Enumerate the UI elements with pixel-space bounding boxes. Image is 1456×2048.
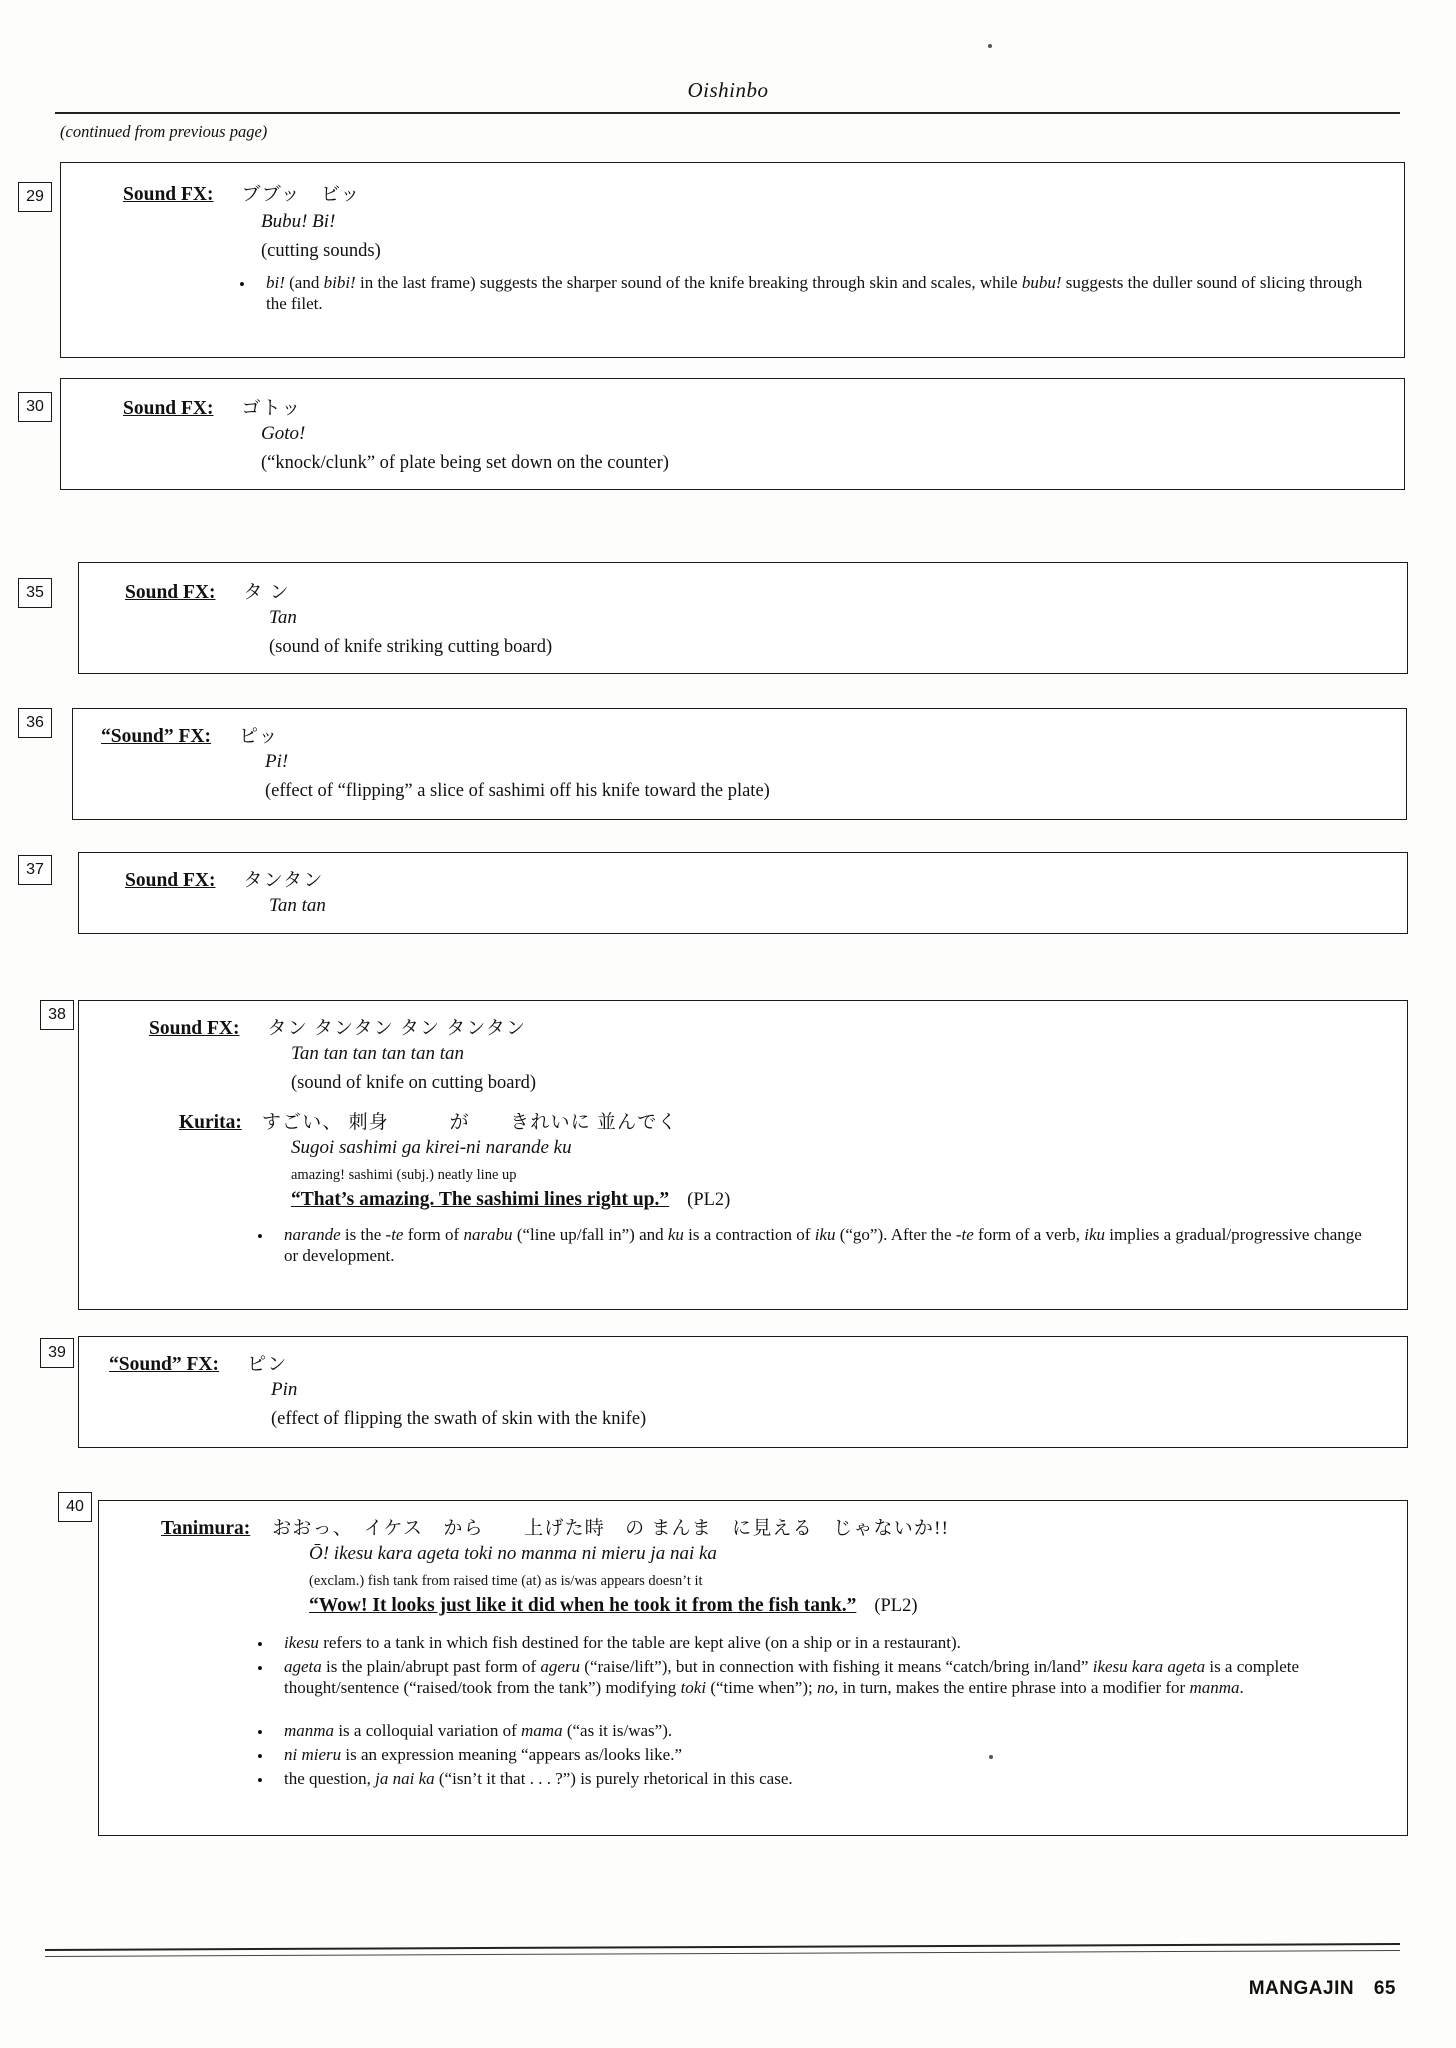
- entry-38-speaker-2: Kurita:: [179, 1112, 242, 1133]
- page-title: Oishinbo: [687, 78, 769, 102]
- entry-40-note-2: ageta is the plain/abrupt past form of ageru (“raise/lift”), but in connection with fishing it means “catch/bring in/land” ikesu kara ageta is a complete thought/sentence (“raised/took from the tank”) modifying toki (“time when”); no, in turn, makes the entire phrase into a modifier for manma.: [284, 1657, 1300, 1697]
- entry-number-35: 35: [18, 578, 52, 608]
- entry-40-note-5: the question, ja nai ka (“isn’t it that . . . ?”) is purely rhetorical in this case.: [284, 1769, 793, 1788]
- entry-30-romaji: Goto!: [261, 423, 306, 444]
- entry-30-speaker: Sound FX:: [123, 398, 214, 419]
- bullet-dot: •: [257, 1635, 263, 1654]
- entry-number-29: 29: [18, 182, 52, 212]
- entry-block-37: [78, 852, 1408, 934]
- entry-38-gloss-2: amazing! sashimi (subj.) neatly line up: [291, 1167, 517, 1183]
- entry-40-romaji: Ō! ikesu kara ageta toki no manma ni mieru ja nai ka: [309, 1543, 717, 1564]
- entry-39-description: (effect of flipping the swath of skin with the knife): [271, 1409, 647, 1429]
- entry-38-speaker: Sound FX:: [149, 1018, 240, 1039]
- entry-block-29: [60, 162, 1405, 358]
- entry-number-30: 30: [18, 392, 52, 422]
- footer-page-number: 65: [1373, 1978, 1396, 1999]
- bullet-dot: •: [257, 1659, 263, 1678]
- entry-37-romaji: Tan tan: [269, 895, 326, 916]
- entry-40-politeness-level: (PL2): [874, 1596, 918, 1616]
- continued-note: (continued from previous page): [60, 122, 268, 141]
- entry-30-description: (“knock/clunk” of plate being set down on the counter): [261, 453, 669, 473]
- entry-36-description: (effect of “flipping” a slice of sashimi off his knife toward the plate): [265, 781, 770, 801]
- entry-38-japanese-2: すごい、 刺身 が きれいに 並んでく: [261, 1112, 678, 1133]
- entry-block-36: [72, 708, 1407, 820]
- ink-speck: [989, 1755, 993, 1759]
- entry-number-36: 36: [18, 708, 52, 738]
- entry-39-romaji: Pin: [271, 1379, 298, 1400]
- entry-38-note-1: narande is the -te form of narabu (“line up/fall in”) and ku is a contraction of iku (“go”). After the -te form of a verb, iku implies a gradual/progressive change or development.: [284, 1225, 1362, 1265]
- entry-35-romaji: Tan: [269, 607, 297, 628]
- entry-36-romaji: Pi!: [265, 751, 289, 772]
- entry-29-note-1: bi! (and bibi! in the last frame) suggests the sharper sound of the knife breaking through skin and scales, while bubu! suggests the duller sound of slicing through the filet.: [266, 273, 1363, 313]
- bullet-dot: •: [257, 1723, 263, 1742]
- entry-38-politeness-level: (PL2): [687, 1190, 731, 1210]
- entry-block-38: [78, 1000, 1408, 1310]
- entry-30-japanese: ゴトッ: [241, 398, 302, 419]
- entry-40-note-3: manma is a colloquial variation of mama (“as it is/was”).: [284, 1721, 673, 1740]
- entry-block-39: [78, 1336, 1408, 1448]
- entry-40-note-4: ni mieru is an expression meaning “appears as/looks like.”: [284, 1745, 682, 1764]
- entry-40-japanese: おおっ、 イケス から 上げた時 の まんま に見える じゃないか!!: [272, 1518, 950, 1539]
- entry-38-translation: “That’s amazing. The sashimi lines right up.”: [291, 1189, 670, 1210]
- entry-38-romaji: Tan tan tan tan tan tan: [291, 1043, 464, 1064]
- ink-speck: [988, 44, 992, 48]
- entry-29-japanese: ブブッ ビッ: [241, 184, 361, 205]
- entry-36-speaker: “Sound” FX:: [101, 726, 211, 747]
- entry-number-40: 40: [58, 1492, 92, 1522]
- entry-40-gloss: (exclam.) fish tank from raised time (at) as is/was appears doesn’t it: [309, 1573, 703, 1589]
- entry-block-30: [60, 378, 1405, 490]
- entry-39-japanese: ピン: [247, 1354, 288, 1375]
- entry-number-38: 38: [40, 1000, 74, 1030]
- entry-35-japanese: タ ン: [243, 582, 290, 603]
- footer-divider: [45, 1943, 1400, 1951]
- entry-38-japanese: タン タンタン タン タンタン: [267, 1018, 527, 1039]
- entry-29-speaker: Sound FX:: [123, 184, 214, 205]
- entry-40-note-1: ikesu refers to a tank in which fish destined for the table are kept alive (on a ship or in a restaurant).: [284, 1633, 961, 1652]
- entry-39-speaker: “Sound” FX:: [109, 1354, 219, 1375]
- footer-magazine-name: MANGAJIN: [1248, 1978, 1355, 1999]
- entry-35-speaker: Sound FX:: [125, 582, 216, 603]
- footer-divider-secondary: [45, 1950, 1400, 1957]
- entry-37-japanese: タンタン: [243, 870, 324, 891]
- entry-number-37: 37: [18, 855, 52, 885]
- entry-number-39: 39: [40, 1338, 74, 1368]
- bullet-dot: •: [257, 1771, 263, 1790]
- entry-36-japanese: ピッ: [239, 726, 279, 747]
- header-divider: [55, 112, 1400, 114]
- entry-block-35: [78, 562, 1408, 674]
- entry-38-description: (sound of knife on cutting board): [291, 1073, 537, 1093]
- bullet-dot: •: [257, 1747, 263, 1766]
- bullet-dot: •: [239, 275, 245, 294]
- entry-40-speaker: Tanimura:: [161, 1518, 251, 1539]
- footer: [1249, 1978, 1396, 2000]
- entry-40-translation: “Wow! It looks just like it did when he took it from the fish tank.”: [309, 1595, 857, 1616]
- bullet-dot: •: [257, 1227, 263, 1246]
- entry-29-romaji: Bubu! Bi!: [261, 211, 336, 232]
- entry-35-description: (sound of knife striking cutting board): [269, 637, 553, 657]
- entry-29-description: (cutting sounds): [261, 241, 381, 261]
- entry-38-romaji-2: Sugoi sashimi ga kirei-ni narande ku: [291, 1137, 572, 1158]
- entry-37-speaker: Sound FX:: [125, 870, 216, 891]
- entry-block-40: [98, 1500, 1408, 1836]
